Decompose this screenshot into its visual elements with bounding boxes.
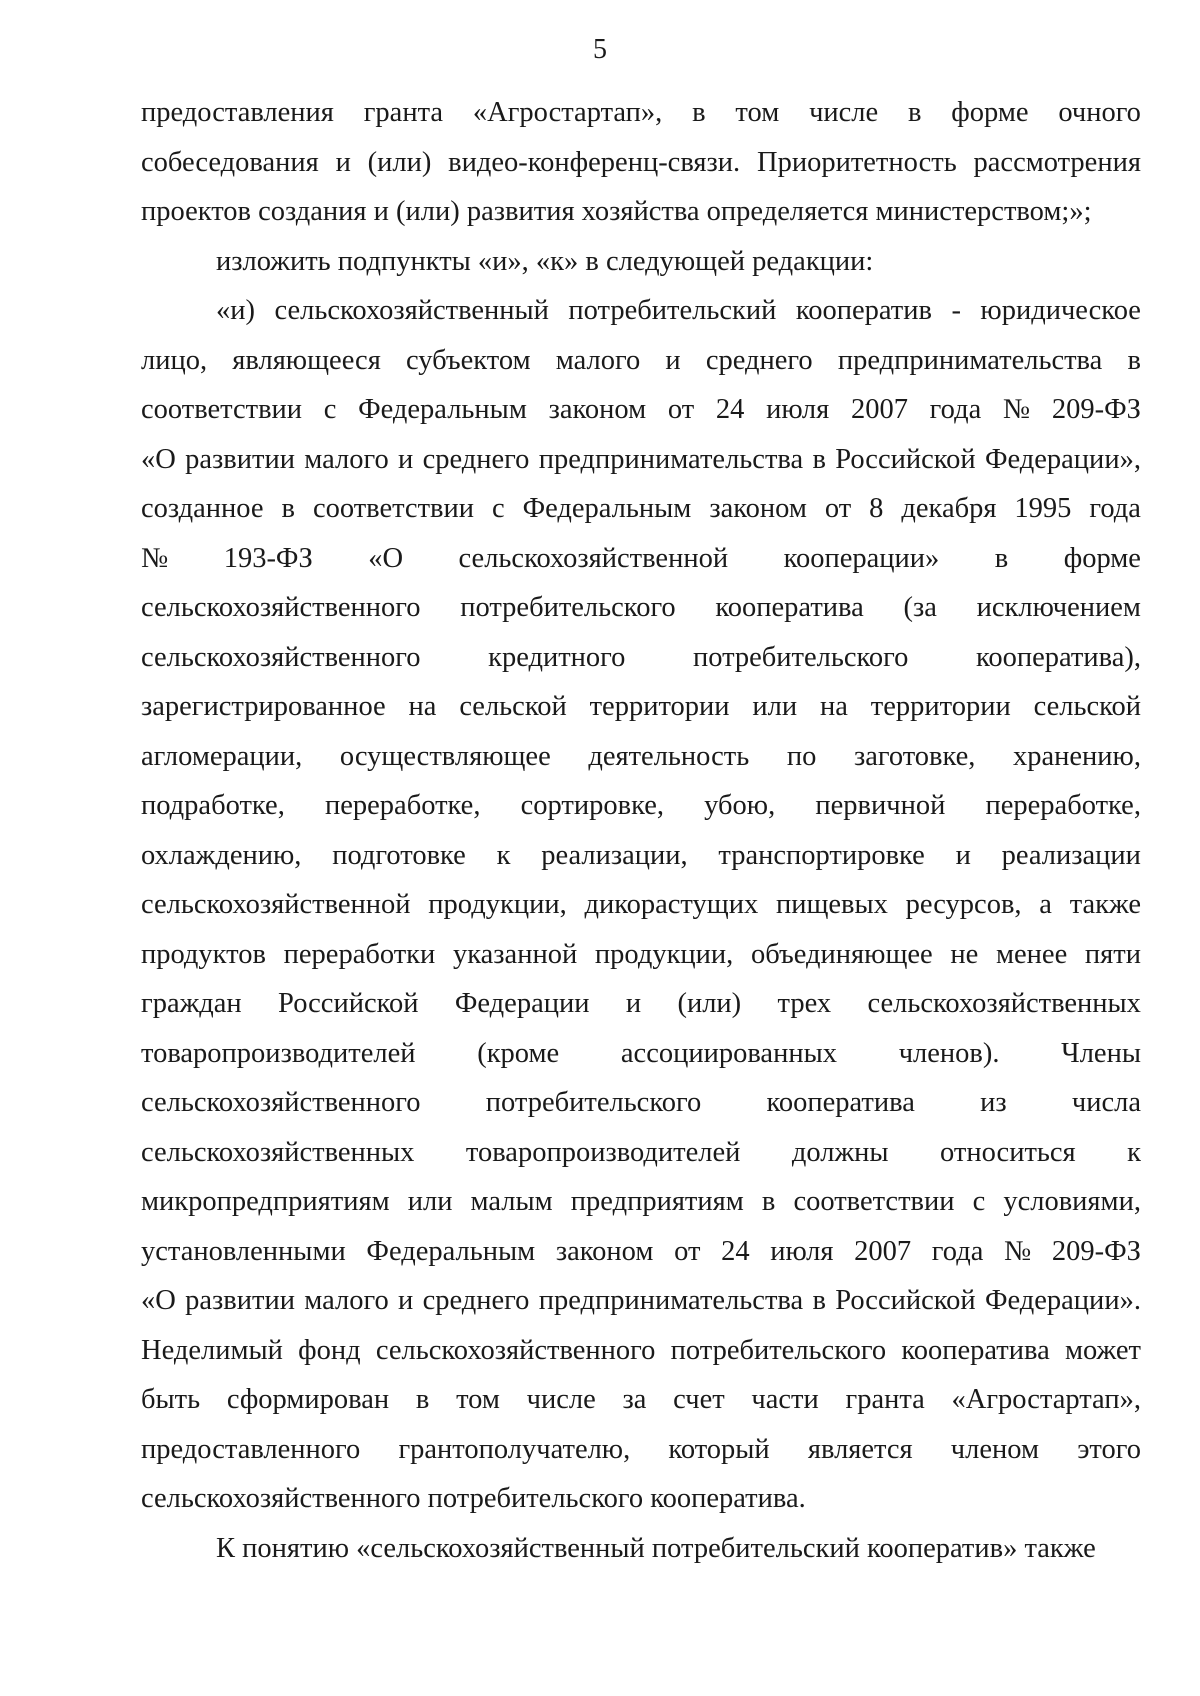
text-line: предоставленного грантополучателю, который является членом этого [141, 1433, 1141, 1465]
text-line: Неделимый фонд сельскохозяйственного потребительского кооператива может [141, 1334, 1141, 1366]
text-line: изложить подпункты «и», «к» в следующей редакции: [216, 245, 874, 277]
text-line: подработке, переработке, сортировке, убою, первичной переработке, [141, 790, 1141, 821]
text-line: № 193-ФЗ «О сельскохозяйственной кооперации» в форме [141, 542, 1141, 574]
page-number: 5 [593, 34, 607, 65]
text-line: установленными Федеральным законом от 24 июля 2007 года № 209-ФЗ [141, 1235, 1141, 1267]
text-line: товаропроизводителей (кроме ассоциированных членов). Члены [141, 1037, 1141, 1069]
text-line: созданное в соответствии с Федеральным законом от 8 декабря 1995 года [141, 493, 1141, 524]
text-line: агломерации, осуществляющее деятельность по заготовке, хранению, [141, 740, 1141, 772]
text-line: собеседования и (или) видео-конференц-связи. Приоритетность рассмотрения [141, 146, 1141, 178]
text-line: К понятию «сельскохозяйственный потребительский кооператив» также [216, 1532, 1096, 1564]
text-line: сельскохозяйственных товаропроизводителей должны относиться к [141, 1136, 1141, 1168]
paragraph [141, 1524, 1141, 1574]
text-line: сельскохозяйственного потребительского кооператива (за исключением [141, 592, 1141, 623]
text-line: быть сформирован в том числе за счет части гранта «Агростартап», [141, 1384, 1141, 1415]
text-line: сельскохозяйственного кредитного потребительского кооператива), [141, 641, 1141, 673]
text-line: лицо, являющееся субъектом малого и среднего предпринимательства в [141, 344, 1141, 376]
text-line: сельскохозяйственной продукции, дикорастущих пищевых ресурсов, а также [141, 889, 1141, 920]
text-line: сельскохозяйственного потребительского кооператива из числа [141, 1087, 1141, 1118]
text-line: продуктов переработки указанной продукции, объединяющее не менее пяти [141, 938, 1141, 970]
text-line: «О развитии малого и среднего предпринимательства в Российской Федерации», [141, 443, 1141, 475]
text-line: граждан Российской Федерации и (или) трех сельскохозяйственных [141, 988, 1141, 1019]
text-line: микропредприятиям или малым предприятиям в соответствии с условиями, [141, 1186, 1141, 1217]
text-line: проектов создания и (или) развития хозяйства определяется министерством;»; [141, 196, 1092, 227]
document-body [141, 88, 1141, 1573]
text-line: охлаждению, подготовке к реализации, транспортировке и реализации [141, 839, 1141, 871]
text-line: «О развитии малого и среднего предпринимательства в Российской Федерации». [141, 1285, 1141, 1316]
text-line: соответствии с Федеральным законом от 24 июля 2007 года № 209-ФЗ [141, 394, 1141, 425]
text-line: «и) сельскохозяйственный потребительский кооператив - юридическое [216, 295, 1141, 326]
paragraph [141, 237, 1141, 287]
paragraph [141, 286, 1141, 1524]
paragraph [141, 88, 1141, 237]
text-line: сельскохозяйственного потребительского кооператива. [141, 1483, 806, 1514]
text-line: предоставления гранта «Агростартап», в том числе в форме очного [141, 97, 1141, 128]
text-line: зарегистрированное на сельской территории или на территории сельской [141, 691, 1141, 722]
